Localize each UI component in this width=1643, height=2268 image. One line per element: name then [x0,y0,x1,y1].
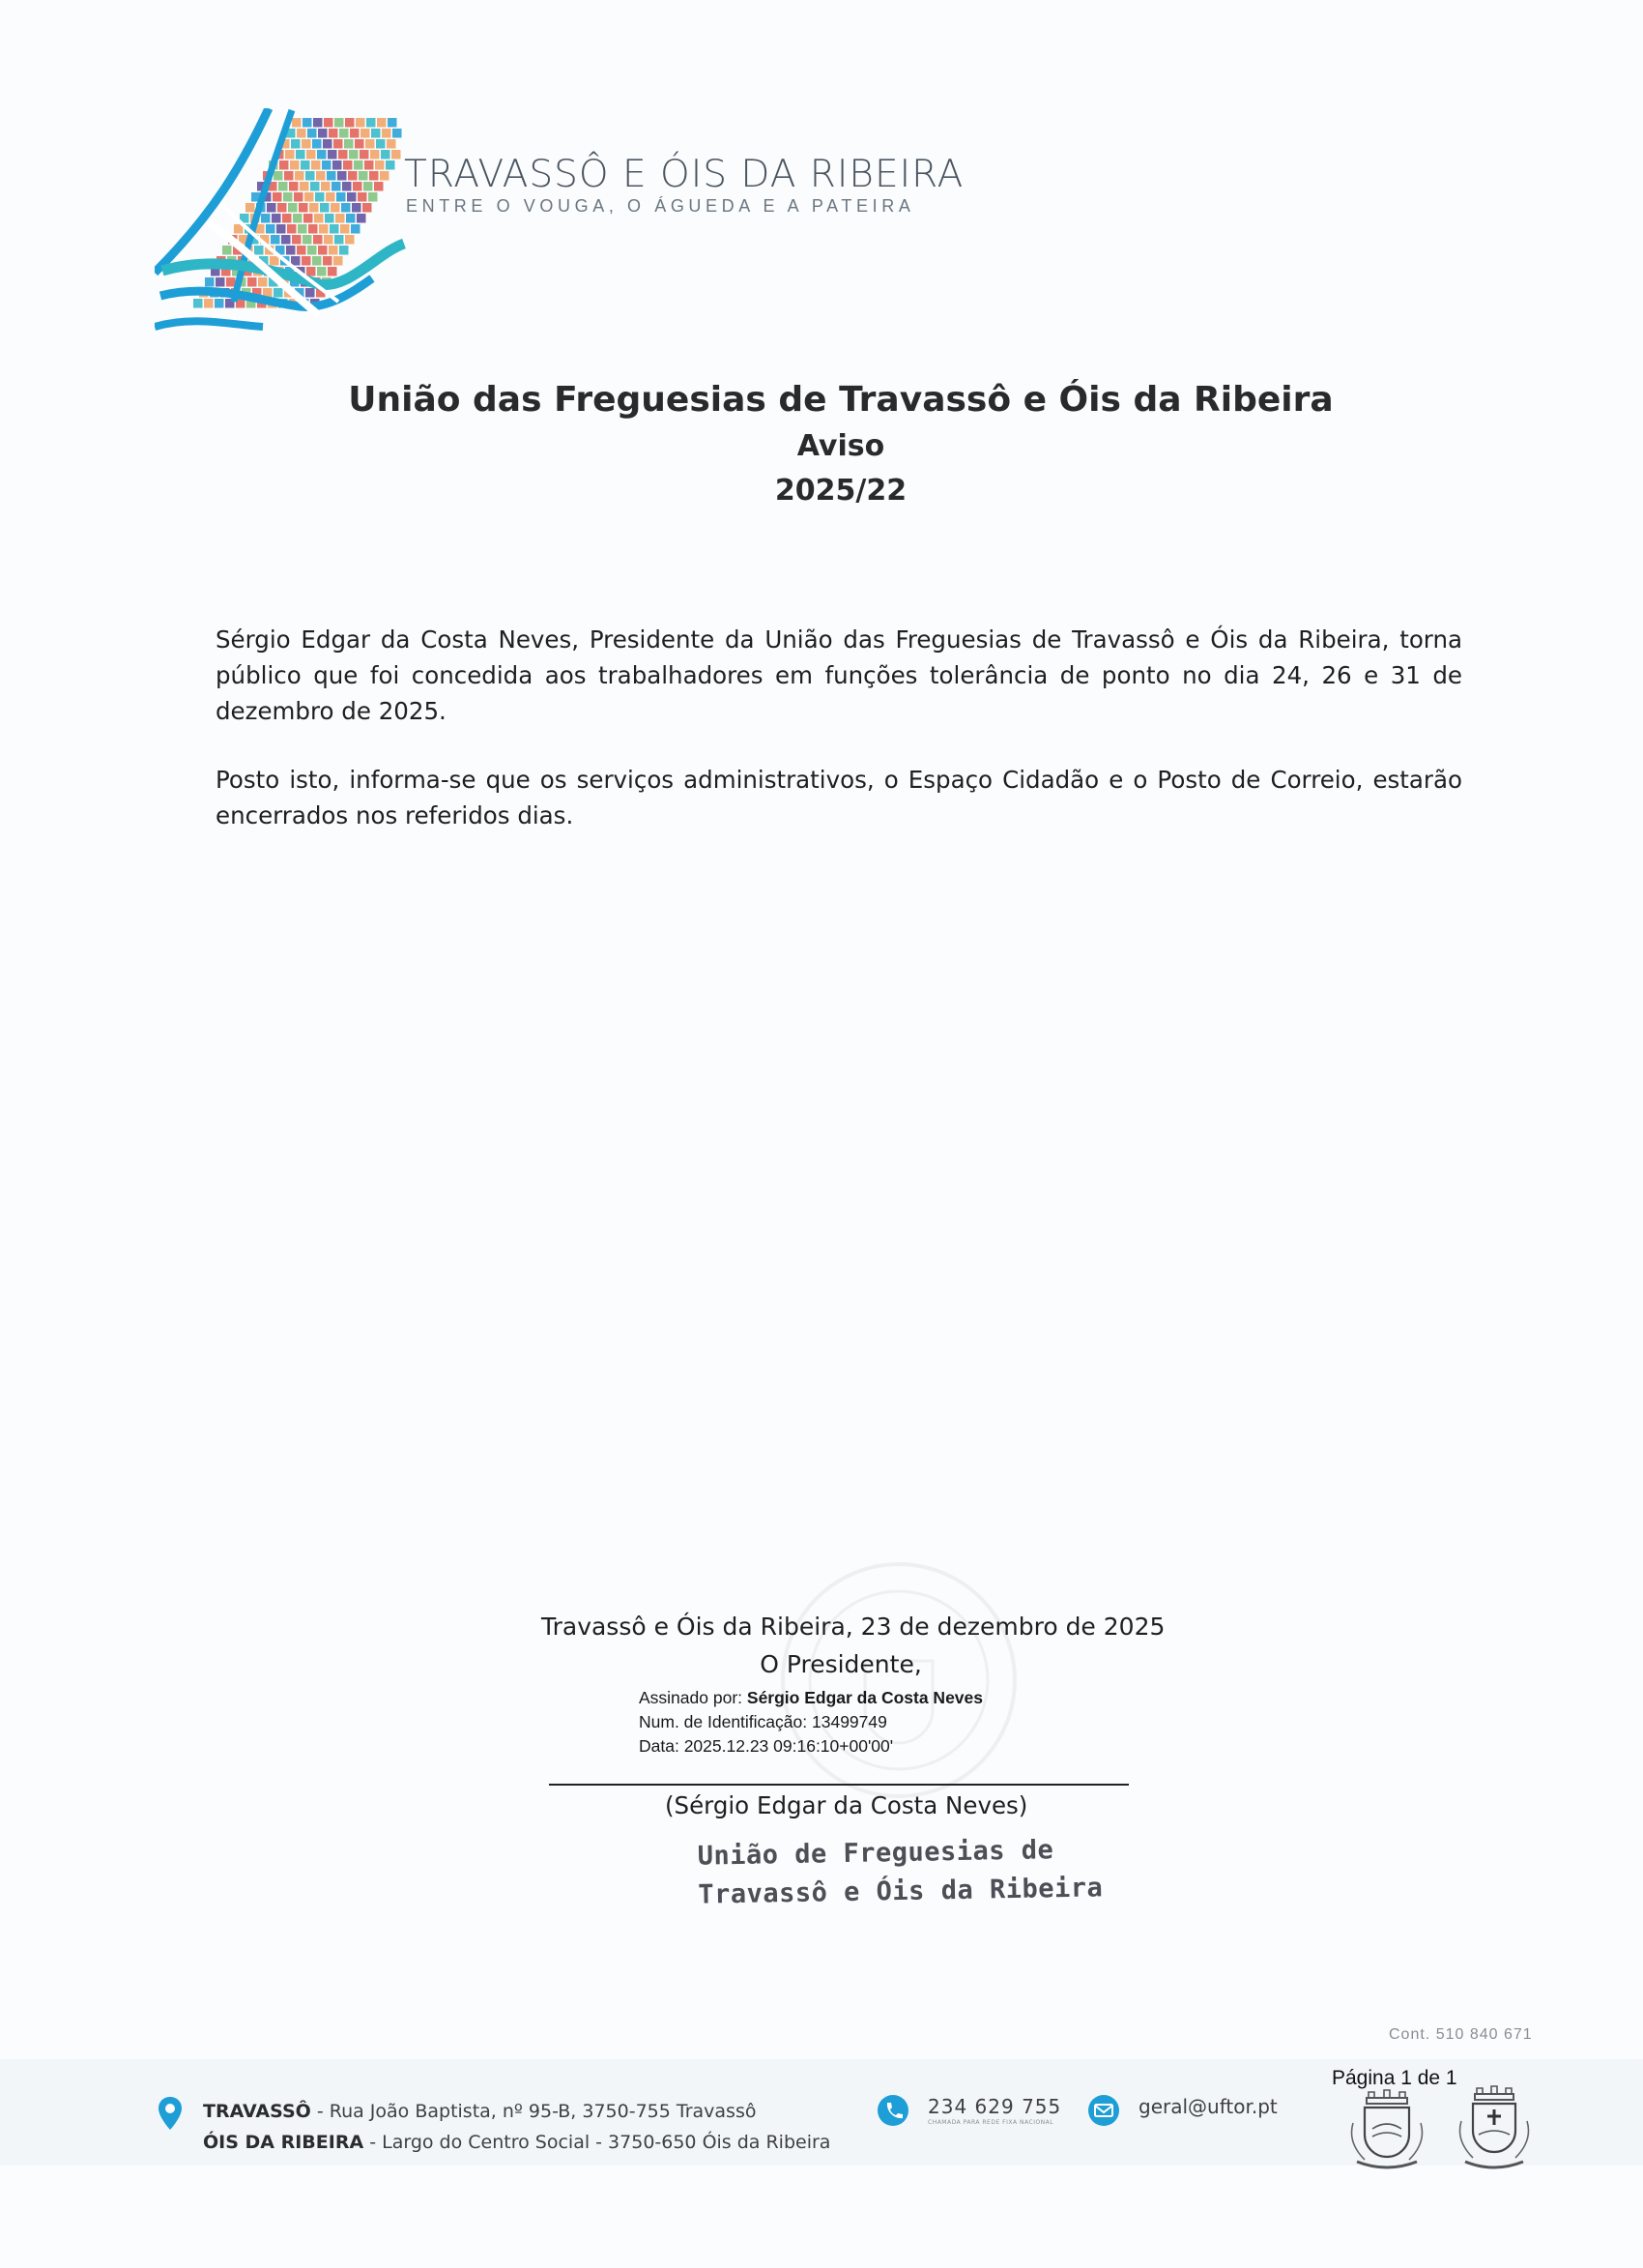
digital-signature [639,1686,983,1759]
entity-stamp [697,1830,1103,1914]
phone-note: CHAMADA PARA REDE FIXA NACIONAL [928,2119,1054,2126]
signature-line [549,1784,1129,1786]
printed-name: (Sérgio Edgar da Costa Neves) [665,1791,1028,1819]
coat-of-arms-icon [1343,2084,1430,2173]
entity-title: União das Freguesias de Travassô e Óis da Ribeira [348,380,1334,420]
email-link[interactable]: geral@uftor.pt [1139,2095,1278,2118]
woven-river-logo-icon [155,108,406,364]
signed-by-label: Assinado por: [639,1688,743,1707]
phone-number[interactable]: 234 629 755 [928,2095,1062,2118]
address-2-rest: - Largo do Centro Social - 3750-650 Óis da Ribeira [363,2132,831,2153]
signatory-role: O Presidente, [760,1650,922,1678]
body-paragraph-2: Posto isto, informa-se que os serviços administrativos, o Espaço Cidadão e o Posto de Correio, estarão encerrados nos referidos dias. [216,766,1462,829]
address-travasso [203,2101,756,2122]
place-and-date: Travassô e Óis da Ribeira, 23 de dezembro de 2025 [541,1613,1166,1641]
stamp-line-2: Travassô e Óis da Ribeira [698,1873,1104,1910]
signed-by-name: Sérgio Edgar da Costa Neves [746,1688,984,1707]
mail-icon [1087,2094,1120,2127]
id-label: Num. de Identificação: [639,1712,808,1731]
phone-icon [877,2094,909,2127]
embossed-seal-icon [773,1555,1024,1806]
location-pin-icon [158,2096,183,2131]
document-number: 2025/22 [774,474,908,508]
page-number: Página 1 de 1 [1332,2067,1457,2089]
address-1-rest: - Rua João Baptista, nº 95-B, 3750-755 Travassô [310,2101,757,2122]
contributor-number: Cont. 510 840 671 [1389,2026,1533,2043]
address-2-place: ÓIS DA RIBEIRA [203,2132,364,2153]
stamp-line-1: União de Freguesias de [697,1835,1054,1872]
id-value: 13499749 [812,1712,887,1731]
address-ois [203,2132,830,2153]
document-type: Aviso [796,429,885,463]
date-label: Data: [639,1736,679,1756]
coat-of-arms-icon [1450,2079,1539,2173]
brand-name: TRAVASSÔ E ÓIS DA RIBEIRA [404,153,965,196]
address-1-place: TRAVASSÔ [203,2101,311,2122]
body-paragraph-1: Sérgio Edgar da Costa Neves, Presidente da União das Freguesias de Travassô e Óis da Ribeira, torna público que foi concedida aos trabalhadores em funções tolerância de ponto no dia 24, 26 e 31 de dezembro de 2025. [216,625,1462,725]
date-value: 2025.12.23 09:16:10+00'00' [683,1736,894,1756]
brand-tagline: ENTRE O VOUGA, O ÁGUEDA E A PATEIRA [406,196,915,216]
document-heading [0,379,1643,512]
